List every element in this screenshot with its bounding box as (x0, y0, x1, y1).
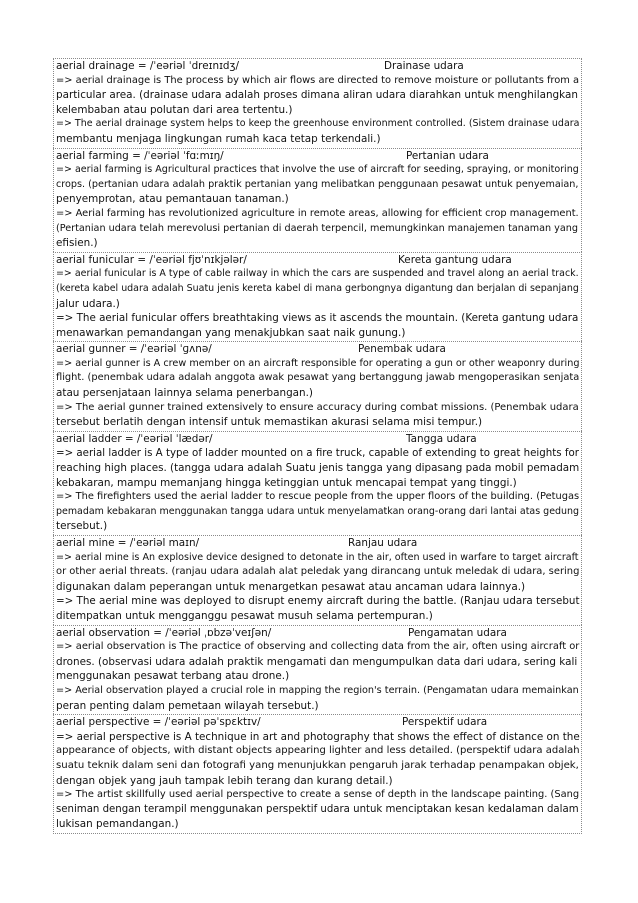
definition-line: => The aerial gunner trained extensively to ensure accuracy during combat missions. (Penembak udara (56, 401, 579, 413)
definition-line: kelembaban atau polutan dari area tertentu.) (56, 103, 293, 116)
translation: Pengamatan udara (408, 626, 507, 639)
definition-line: => aerial observation is The practice of observing and collecting data from the air, often using aircraft or (56, 641, 580, 653)
entry-heading (56, 536, 579, 551)
headword: aerial mine = /ˈeəriəl maɪn/ (56, 537, 200, 549)
definition-line: reaching high places. (tangga udara adalah Suatu jenis tangga yang dipasang pada mobil pemadam (56, 462, 580, 475)
definition-line: jalur udara.) (56, 297, 120, 310)
glossary-entry (53, 431, 582, 535)
definition-line: => aerial perspective is A technique in art and photography that shows the effect of distance on the (56, 730, 580, 743)
definition-line: peran penting dalam pemetaan wilayah tersebut.) (56, 699, 319, 712)
entry-heading (56, 149, 579, 164)
translation: Ranjau udara (348, 537, 418, 549)
definition-line: membantu menjaga lingkungan rumah kaca tetap terkendali.) (56, 132, 381, 145)
definition-line: appearance of objects, with distant objects appearing lighter and less detailed. (perspektif udara adalah (56, 745, 580, 757)
headword: aerial ladder = /ˈeəriəl ˈlædər/ (56, 432, 213, 445)
entry-heading (56, 253, 579, 268)
glossary-page (53, 58, 582, 834)
entry-heading (56, 715, 579, 730)
definition-line: drones. (observasi udara adalah praktik mengamati dan mengumpulkan data dari udara, sering kali (56, 655, 578, 668)
definition-line: => Aerial farming has revolutionized agriculture in remote areas, allowing for efficient crop management. (56, 207, 579, 219)
definition-line: => aerial farming is Agricultural practices that involve the use of aircraft for seeding, spraying, or monitoring (56, 164, 579, 176)
definition-line: atau persenjataan lainnya selama penerbangan.) (56, 387, 313, 400)
glossary-entry (53, 714, 582, 834)
definition-line: => Aerial observation played a crucial role in mapping the region's terrain. (Pengamatan udara memainkan (56, 684, 579, 696)
translation: Kereta gantung udara (398, 253, 512, 266)
definition-line: suatu teknik dalam seni dan fotografi yang menunjukkan pengaruh jarak terhadap penampakan objek, (56, 759, 579, 771)
definition-line: efisien.) (56, 237, 98, 250)
definition-line: flight. (penembak udara adalah anggota awak pesawat yang bertanggung jawab mengoperasikan senjata (56, 372, 580, 384)
definition-line: menawarkan pemandangan yang menakjubkan saat naik gunung.) (56, 326, 406, 339)
definition-line: pemadam kebakaran menggunakan tangga udara untuk menyelamatkan orang-orang dari lantai atas gedung (56, 505, 580, 517)
glossary-entry (53, 252, 582, 342)
definition-line: (kereta kabel udara adalah Suatu jenis kereta kabel di mana gerbongnya digantung dan berjalan di sepanjang (56, 282, 579, 294)
entry-heading (56, 432, 579, 447)
translation: Drainase udara (384, 60, 464, 72)
definition-line: menggunakan pesawat terbang atau drone.) (56, 670, 290, 683)
entry-heading (56, 59, 579, 74)
definition-line: crops. (pertanian udara adalah praktik pertanian yang melibatkan penggunaan pesawat untuk penyemaian, (56, 178, 579, 190)
definition-line: => The aerial funicular offers breathtaking views as it ascends the mountain. (Kereta gantung udara (56, 312, 579, 325)
glossary-entry (53, 58, 582, 148)
definition-line: => The artist skillfully used aerial perspective to create a sense of depth in the landscape painting. (Sang (56, 789, 580, 801)
glossary-entry (53, 148, 582, 252)
headword: aerial perspective = /ˈeəriəl pəˈspɛktɪv/ (56, 716, 261, 729)
definition-line: => aerial funicular is A type of cable railway in which the cars are suspended and travel along an aerial track. (56, 268, 579, 280)
entry-heading (56, 626, 579, 641)
definition-line: digunakan dalam peperangan untuk menargetkan pesawat atau ancaman udara lainnya.) (56, 580, 526, 593)
headword: aerial farming = /ˈeəriəl ˈfɑːmɪŋ/ (56, 149, 224, 162)
definition-line: => The aerial mine was deployed to disrupt enemy aircraft during the battle. (Ranjau udara tersebut (56, 595, 580, 608)
definition-line: => aerial gunner is A crew member on an aircraft responsible for operating a gun or other weaponry during (56, 357, 580, 369)
definition-line: => aerial mine is An explosive device designed to detonate in the air, often used in warfare to target aircraft (56, 551, 579, 563)
glossary-entry (53, 341, 582, 431)
definition-line: => aerial ladder is A type of ladder mounted on a fire truck, capable of extending to great heights for (56, 447, 579, 460)
definition-line: (Pertanian udara telah merevolusi pertanian di daerah terpencil, memungkinkan manajemen tanaman yang (56, 222, 578, 234)
translation: Perspektif udara (402, 716, 488, 729)
definition-line: => The firefighters used the aerial ladder to rescue people from the upper floors of the building. (Petugas (56, 491, 580, 503)
translation: Pertanian udara (406, 149, 489, 162)
definition-line: => The aerial drainage system helps to keep the greenhouse environment controlled. (Sistem drainase udara (56, 118, 580, 130)
definition-line: => aerial drainage is The process by which air flows are directed to remove moisture or pollutants from a (56, 74, 580, 86)
definition-line: penyemprotan, atau pemantauan tanaman.) (56, 193, 289, 206)
headword: aerial funicular = /ˈeəriəl fjʊˈnɪkjələr/ (56, 253, 247, 266)
headword: aerial drainage = /ˈeəriəl ˈdreɪnɪdʒ/ (56, 60, 240, 72)
headword: aerial gunner = /ˈeəriəl ˈɡʌnə/ (56, 343, 212, 356)
translation: Penembak udara (358, 343, 446, 356)
definition-line: seniman dengan terampil menggunakan perspektif udara untuk menciptakan kesan kedalaman dalam (56, 803, 579, 815)
definition-line: dengan objek yang jauh tampak lebih terang dan kurang detail.) (56, 774, 393, 787)
definition-line: particular area. (drainase udara adalah proses dimana aliran udara diarahkan untuk menghilangkan (56, 89, 578, 102)
definition-line: ditempatkan untuk mengganggu pesawat musuh selama pertempuran.) (56, 609, 433, 622)
definition-line: tersebut berlatih dengan intensif untuk memastikan akurasi selama misi tempur.) (56, 416, 483, 429)
definition-line: lukisan pemandangan.) (56, 818, 179, 831)
definition-line: tersebut.) (56, 520, 108, 533)
translation: Tangga udara (406, 432, 477, 445)
headword: aerial observation = /ˈeəriəl ˌɒbzəˈveɪʃən/ (56, 626, 272, 639)
glossary-entry (53, 625, 582, 715)
entry-heading (56, 342, 579, 357)
definition-line: kebakaran, mampu memanjang hingga ketinggian untuk mencapai tempat yang tinggi.) (56, 476, 517, 489)
glossary-entry (53, 535, 582, 625)
definition-line: or other aerial threats. (ranjau udara adalah alat peledak yang dirancang untuk meledak di udara, sering (56, 566, 580, 578)
